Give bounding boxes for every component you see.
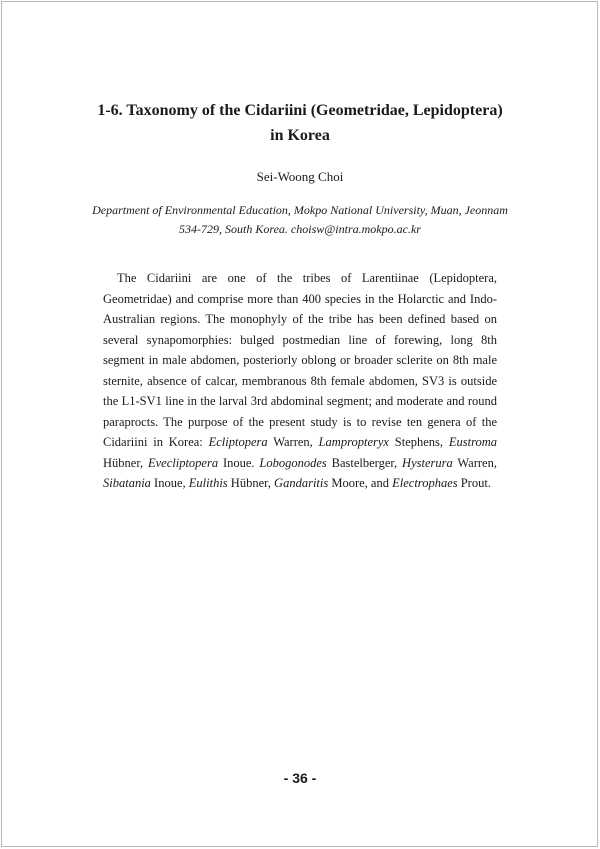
genus-name: Sibatania xyxy=(103,476,151,490)
abstract-text: Hübner, xyxy=(103,455,148,470)
genus-name: Lampropteryx xyxy=(318,435,389,449)
genus-name: Gandaritis xyxy=(274,476,329,490)
title-line-1: 1-6. Taxonomy of the Cidariini (Geometridae, Lepidoptera) xyxy=(97,102,503,119)
abstract-text: The Cidariini are one of the tribes of Larentiinae (Lepidoptera, Geometridae) and comprise more than 400 species in the Holarctic and Indo-Australian regions. The monophyly of the tribe has been defined based on several synapomorphies: bulged postmedian line of forewing, long 8th segment in male abdomen, posteriorly oblong or broader sclerite on 8th male sternite, absence of calcar, membranous 8th female abdomen, SV3 is outside the L1-SV1 line in the larval 3rd abdominal segment; and moderate and round paraprocts. The purpose of the present study is to revise ten genera of the Cidariini in Korea: xyxy=(103,271,497,449)
genus-name: Electrophaes xyxy=(392,476,458,490)
abstract-text: Warren, xyxy=(267,435,319,449)
genus-name: Lobogonodes xyxy=(259,455,327,470)
paper-title xyxy=(40,98,560,148)
abstract-text: Prout. xyxy=(457,476,491,490)
title-line-2: in Korea xyxy=(270,127,330,144)
abstract-text: Stephens, xyxy=(388,435,449,449)
abstract-text: Bastelberger, xyxy=(326,455,403,470)
page-number: - 36 - xyxy=(283,770,317,786)
abstract-text: Inoue, xyxy=(150,476,189,490)
author-name: Sei-Woong Choi xyxy=(256,169,344,184)
abstract-text: Moore, and xyxy=(328,476,393,490)
abstract-text: Warren, xyxy=(452,455,497,470)
affiliation-line-2: 534-729, South Korea. choisw@intra.mokpo.ac.kr xyxy=(179,222,421,236)
abstract-text: Inoue. xyxy=(218,455,260,470)
genus-name: Hysterura xyxy=(402,455,453,470)
affiliation-line-1: Department of Environmental Education, Mokpo National University, Muan, Jeonnam xyxy=(92,203,508,217)
author-affiliation xyxy=(90,201,510,239)
genus-name: Eulithis xyxy=(188,476,228,490)
genus-name: Evecliptopera xyxy=(147,455,219,470)
genus-name: Ecliptopera xyxy=(208,435,268,449)
genus-name: Eustroma xyxy=(448,435,497,449)
abstract-text: Hübner, xyxy=(227,476,275,490)
abstract-paragraph xyxy=(103,268,497,494)
